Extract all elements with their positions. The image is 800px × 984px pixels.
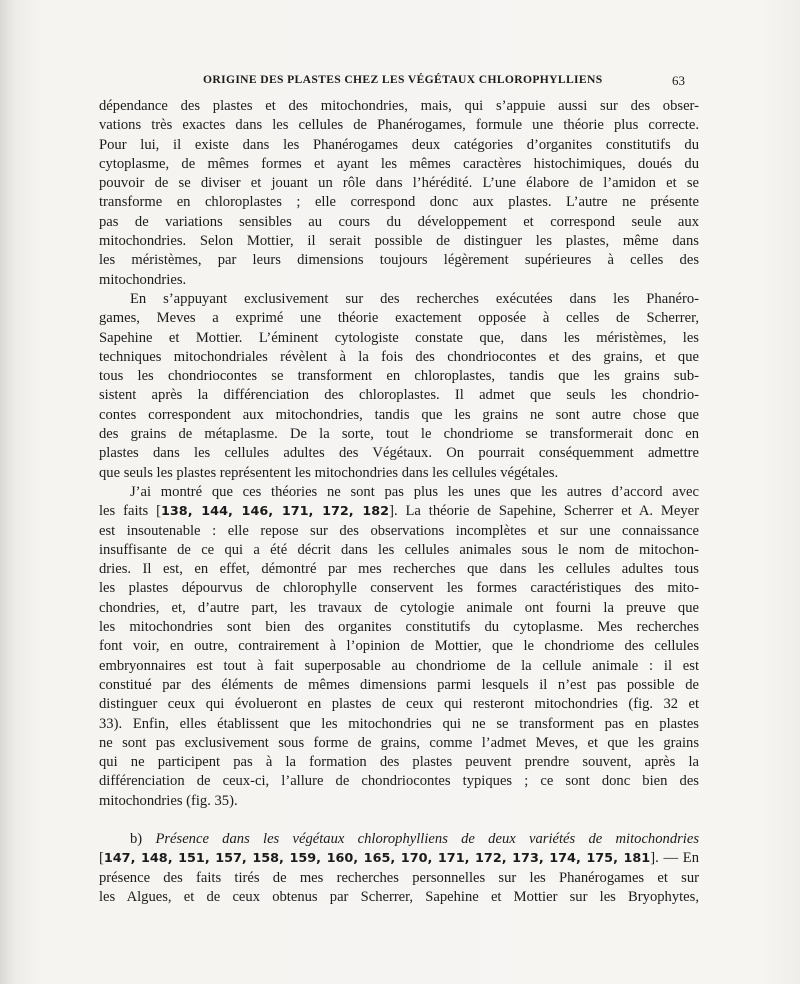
text-run: chondries, et, d’autre part, les travaux de cytologie animale ont fourni la preuve que bbox=[99, 599, 699, 616]
text-run: ]. — En bbox=[650, 850, 699, 867]
text-run: contes correspondent aux mitochondries, tandis que les grains ne sont autre chose que bbox=[99, 406, 699, 423]
text-run: cytoplasme, de mêmes formes et ayant les mêmes caractères histochimiques, doués du bbox=[99, 155, 699, 172]
text-run: différenciation de ceux-ci, l’allure de chondriocontes typiques ; ce sont donc bien des bbox=[99, 773, 699, 790]
text-line bbox=[99, 232, 699, 251]
text-line bbox=[99, 579, 699, 598]
text-line bbox=[99, 464, 699, 483]
text-line bbox=[99, 830, 699, 849]
text-run: les plastes dépourvus de chlorophylle conservent les formes caractéristiques des mito- bbox=[99, 580, 699, 597]
text-run: sistent après la différenciation des chloroplastes. Il admet que seuls les chondrio- bbox=[99, 387, 699, 404]
text-line bbox=[99, 657, 699, 676]
text-run: J’ai montré que ces théories ne sont pas plus les unes que les autres d’accord avec bbox=[130, 483, 699, 500]
text-line bbox=[99, 213, 699, 232]
text-line bbox=[99, 618, 699, 637]
section-gap bbox=[99, 811, 699, 830]
text-line bbox=[99, 734, 699, 753]
text-run: Pour lui, il existe dans les Phanérogames deux catégories d’organites constitutifs du bbox=[99, 136, 699, 153]
text-run: b) bbox=[130, 830, 156, 847]
text-run: vations très exactes dans les cellules de Phanérogames, formule une théorie plus correcte. bbox=[99, 117, 699, 134]
text-run: les mitochondries sont bien des organites constitutifs du cytoplasme. Mes recherches bbox=[99, 619, 699, 636]
text-run: embryonnaires est tout à fait superposable au chondriome de la cellule animale : il est bbox=[99, 657, 699, 674]
text-line bbox=[99, 348, 699, 367]
text-line bbox=[99, 174, 699, 193]
text-line bbox=[99, 193, 699, 212]
text-run: des grains de métaplasme. De la sorte, tout le chondriome se transformerait donc en bbox=[99, 426, 699, 443]
text-line bbox=[99, 483, 699, 502]
text-run: techniques mitochondriales révèlent à la fois des chondriocontes et des grains, et que bbox=[99, 348, 699, 365]
text-line bbox=[99, 502, 699, 521]
text-line bbox=[99, 888, 699, 907]
text-line bbox=[99, 97, 699, 116]
text-line bbox=[99, 309, 699, 328]
page-number: 63 bbox=[672, 73, 685, 88]
text-run: mitochondries (fig. 35). bbox=[99, 792, 238, 809]
paragraph-p2 bbox=[99, 290, 699, 483]
running-title: ORIGINE DES PLASTES CHEZ LES VÉGÉTAUX CHLOROPHYLLIENS bbox=[203, 73, 603, 86]
text-line bbox=[99, 406, 699, 425]
text-line bbox=[99, 772, 699, 791]
text-line bbox=[99, 637, 699, 656]
text-run: constitué par des éléments de mêmes dimensions parmi lesquels il n’est pas possible de bbox=[99, 676, 699, 693]
text-line bbox=[99, 329, 699, 348]
text-line bbox=[99, 386, 699, 405]
text-run: distinguer ceux qui évolueront en plastes de ceux qui resteront mitochondries (fig. 32 et bbox=[99, 696, 699, 713]
text-line bbox=[99, 599, 699, 618]
text-line bbox=[99, 425, 699, 444]
text-line bbox=[99, 136, 699, 155]
text-run: pouvoir de se diviser et jouant un rôle dans l’hérédité. L’une élabore de l’amidon et se bbox=[99, 175, 699, 192]
paragraph-p3 bbox=[99, 483, 699, 811]
section-heading-italic: Présence dans les végétaux chlorophylliens de deux variétés de mitochondries bbox=[155, 830, 699, 847]
text-line bbox=[99, 715, 699, 734]
text-line bbox=[99, 367, 699, 386]
text-run: est insoutenable : elle repose sur des observations incomplètes et sur une connaissance bbox=[99, 522, 699, 539]
text-run: ne sont pas exclusivement sous forme de grains, comme l’admet Meves, et que les grains bbox=[99, 734, 699, 751]
text-line bbox=[99, 444, 699, 463]
text-line bbox=[99, 753, 699, 772]
text-run: que seuls les plastes représentent les mitochondries dans les cellules végétales. bbox=[99, 464, 559, 481]
text-run: mitochondries. bbox=[99, 271, 187, 288]
text-line bbox=[99, 676, 699, 695]
body-text bbox=[99, 97, 699, 907]
text-run: dries. Il est, en effet, démontré par mes recherches que dans les cellules adultes tous bbox=[99, 561, 699, 578]
text-run: dépendance des plastes et des mitochondries, mais, qui s’appuie aussi sur des obser- bbox=[99, 98, 699, 114]
text-run: 33). Enfin, elles établissent que les mitochondries qui ne se transforment pas en plastes bbox=[99, 715, 699, 732]
text-run: tous les chondriocontes se transforment en chloroplastes, tandis que les grains sub- bbox=[99, 368, 699, 385]
paragraph-p4 bbox=[99, 830, 699, 907]
text-line bbox=[99, 869, 699, 888]
text-run: [ bbox=[99, 850, 104, 867]
text-run: pas de variations sensibles au cours du développement et correspond seule aux bbox=[99, 213, 699, 230]
text-run: présence des faits tirés de mes recherches personnelles sur les Phanérogames et sur bbox=[99, 869, 699, 886]
reference-numbers: 147, 148, 151, 157, 158, 159, 160, 165, 170, 171, 172, 173, 174, 175, 181 bbox=[103, 851, 651, 867]
page-header bbox=[0, 73, 800, 91]
reference-numbers: 138, 144, 146, 171, 172, 182 bbox=[161, 504, 390, 520]
text-run: plastes dans les cellules adultes des Végétaux. On pourrait conséquemment admettre bbox=[99, 445, 699, 462]
text-line bbox=[99, 792, 699, 811]
text-line bbox=[99, 849, 699, 868]
text-line bbox=[99, 560, 699, 579]
text-line bbox=[99, 541, 699, 560]
text-run: les méristèmes, par leurs dimensions toujours légèrement supérieures à celles des bbox=[99, 252, 699, 269]
text-line bbox=[99, 695, 699, 714]
text-run: font voir, en outre, contrairement à l’opinion de Mottier, que le chondriome des cellules bbox=[99, 638, 699, 655]
text-run: les faits [ bbox=[99, 503, 161, 520]
text-line bbox=[99, 290, 699, 309]
text-run: transforme en chloroplastes ; elle correspond donc aux plastes. L’autre ne présente bbox=[99, 194, 699, 211]
text-run: insuffisante de ce qui a été décrit dans les cellules animales sous le nom de mitochon- bbox=[99, 541, 699, 558]
text-line bbox=[99, 271, 699, 290]
text-line bbox=[99, 155, 699, 174]
text-line bbox=[99, 251, 699, 270]
text-run: ]. La théorie de Sapehine, Scherrer et A. Meyer bbox=[389, 503, 699, 520]
text-run: games, Meves a exprimé une théorie exactement opposée à celles de Scherrer, bbox=[99, 310, 699, 327]
text-run: qui ne participent pas à la formation des plastes peuvent prendre souvent, après la bbox=[99, 754, 699, 771]
text-run: mitochondries. Selon Mottier, il serait possible de distinguer les plastes, même dans bbox=[99, 233, 699, 250]
text-run: les Algues, et de ceux obtenus par Scherrer, Sapehine et Mottier sur les Bryophytes, bbox=[99, 888, 699, 905]
text-run: En s’appuyant exclusivement sur des recherches exécutées dans les Phanéro- bbox=[130, 290, 699, 307]
text-run: Sapehine et Mottier. L’éminent cytologiste constate que, dans les méristèmes, les bbox=[99, 329, 699, 346]
paragraph-p1 bbox=[99, 97, 699, 290]
text-line bbox=[99, 116, 699, 135]
text-line bbox=[99, 522, 699, 541]
